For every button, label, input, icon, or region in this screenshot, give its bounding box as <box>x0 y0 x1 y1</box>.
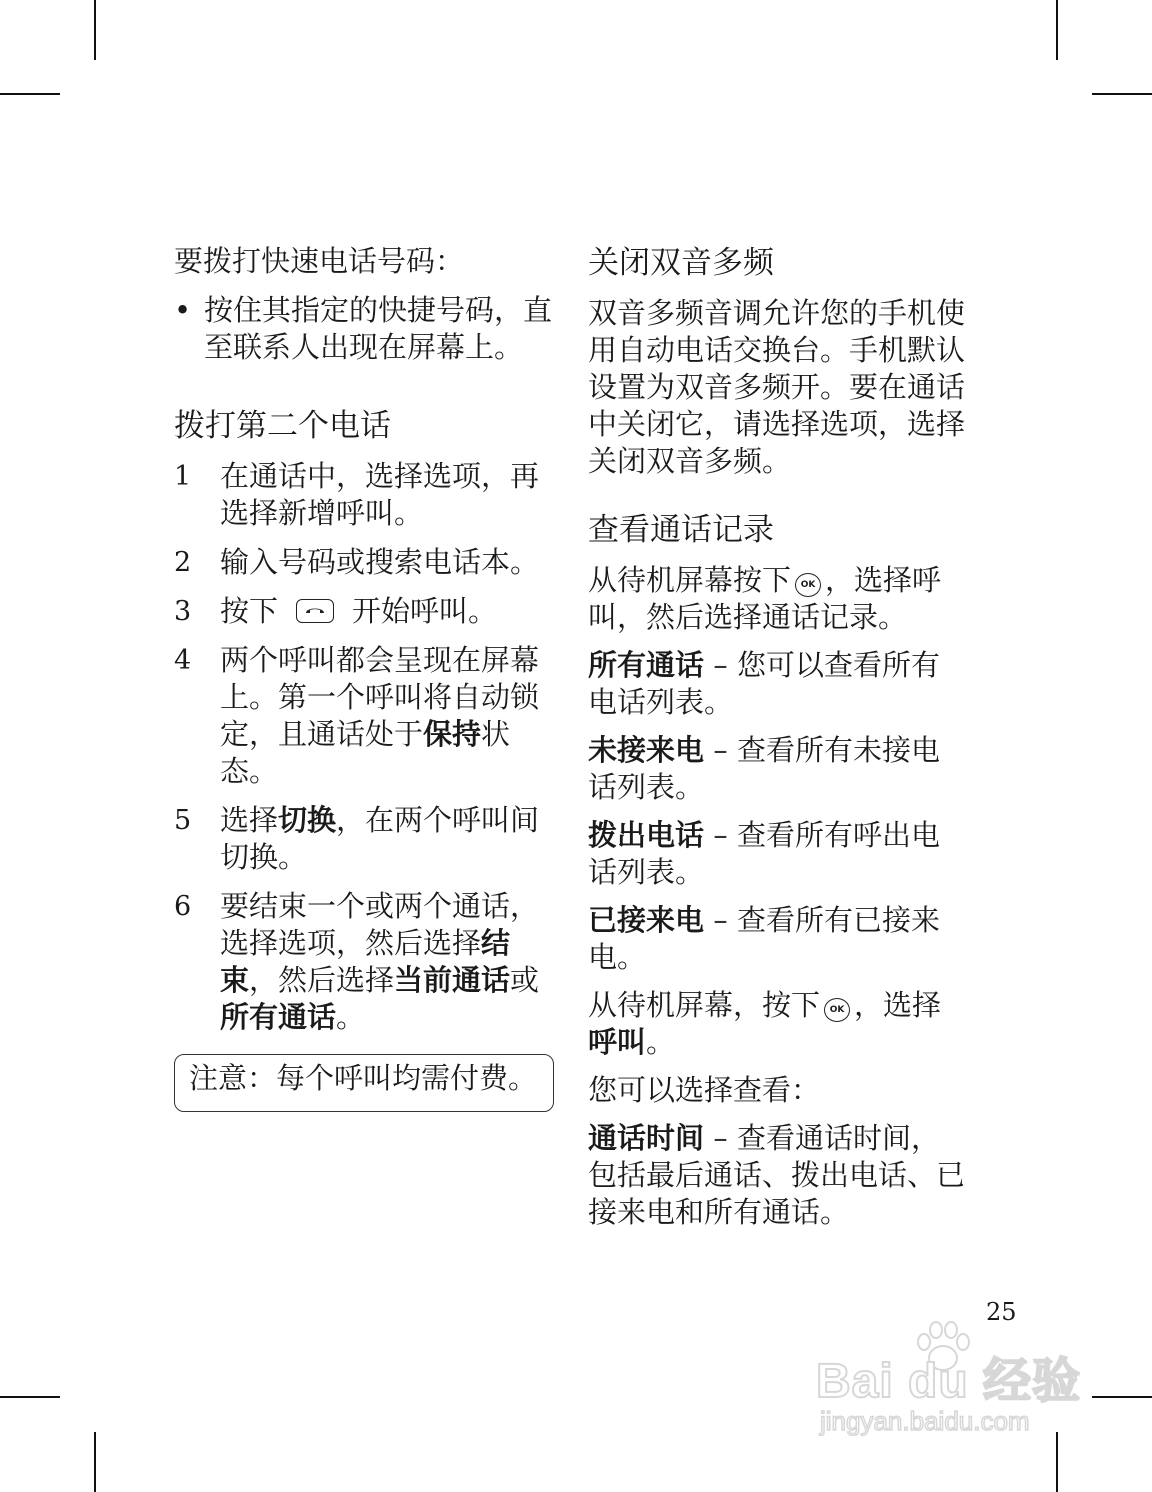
log-item-desc: 查看所有已接来电。 <box>588 903 940 974</box>
step-2 <box>174 544 554 581</box>
dtmf-heading: 关闭双音多频 <box>588 245 774 281</box>
step-text-pre: 按下 <box>220 594 279 628</box>
bullet-text: 按住其指定的快捷号码，直至联系人出现在屏幕上。 <box>204 293 553 364</box>
step-text-pre: 要结束一个或两个通话，选择选项，然后选择 <box>220 889 540 960</box>
step-text-or: 或 <box>510 963 540 997</box>
end-term: 结束 <box>220 926 511 997</box>
step-text: 两个呼叫都会呈现在屏幕上。第一个呼叫将自动锁定，且通话处于 <box>220 643 540 751</box>
step-text: 在通话中，选择选项，再选择新增呼叫。 <box>220 459 540 530</box>
step-5 <box>174 802 554 876</box>
step-text-post: 开始呼叫。 <box>352 594 498 628</box>
call-term: 呼叫 <box>588 1025 647 1059</box>
step-number: 1 <box>174 461 192 492</box>
log-item-term: 已接来电 <box>588 903 705 937</box>
log-item-term: 所有通话 <box>588 648 705 682</box>
log-item-call-duration <box>588 1120 968 1231</box>
crop-mark-top-left-vertical <box>94 0 96 60</box>
log-item-desc: 查看通话时间，包括最后通话、拨出电话、已接来电和所有通话。 <box>588 1121 966 1229</box>
view-options-intro: 您可以选择查看： <box>588 1073 821 1107</box>
log-item-missed-calls <box>588 732 968 806</box>
log-item-term: 未接来电 <box>588 733 705 767</box>
all-calls-term: 所有通话 <box>220 1000 337 1034</box>
current-call-term: 当前通话 <box>394 963 511 997</box>
left-column <box>174 243 554 1112</box>
crop-mark-bottom-left-vertical <box>94 1432 96 1492</box>
log-item-dash: – <box>713 1121 728 1155</box>
log-item-desc: 查看所有呼出电话列表。 <box>588 818 940 889</box>
log-item-term: 拨出电话 <box>588 818 705 852</box>
crop-mark-top-right-vertical <box>1056 0 1058 60</box>
step-number: 2 <box>174 547 192 578</box>
step-text-tail: 状态。 <box>220 717 511 788</box>
log-item-received-calls <box>588 902 968 976</box>
step-text-mid: ，然后选择 <box>249 963 395 997</box>
speed-dial-intro: 要拨打快速电话号码： <box>174 244 465 278</box>
crop-mark-bottom-right-horizontal <box>1092 1396 1152 1398</box>
step-text-end: 。 <box>336 1000 366 1034</box>
step-number: 5 <box>174 805 192 836</box>
baidu-watermark <box>808 1320 1088 1450</box>
step-6 <box>174 888 554 1036</box>
step-text: 输入号码或搜索电话本。 <box>220 545 540 579</box>
step-number: 3 <box>174 596 192 627</box>
ok-key-icon: OK <box>795 573 821 597</box>
watermark-url: jingyan.baidu.com <box>820 1406 1030 1436</box>
dtmf-body: 双音多频音调允许您的手机使用自动电话交换台。手机默认设置为双音多频开。要在通话中关闭它，请选择选项，选择关闭双音多频。 <box>588 296 966 478</box>
step-number: 4 <box>174 645 192 676</box>
call-log-heading: 查看通话记录 <box>588 512 774 548</box>
standby-instruction <box>588 987 968 1061</box>
ok-key-icon: OK <box>824 998 850 1022</box>
log-item-all-calls <box>588 647 968 721</box>
log-item-desc: 查看所有未接电话列表。 <box>588 733 940 804</box>
log-item-dash: – <box>713 648 728 682</box>
note-text: 每个呼叫均需付费。 <box>276 1061 538 1095</box>
step-1 <box>174 458 554 532</box>
log-item-term: 通话时间 <box>588 1121 705 1155</box>
step-text-pre: 选择 <box>220 803 279 837</box>
second-call-heading: 拨打第二个电话 <box>174 408 391 444</box>
bullet-dot: • <box>174 293 192 327</box>
standby-pre: 从待机屏幕，按下 <box>588 988 821 1022</box>
step-3 <box>174 593 554 630</box>
note-label: 注意： <box>189 1061 277 1095</box>
log-item-dash: – <box>713 733 728 767</box>
log-item-desc: 您可以查看所有电话列表。 <box>588 648 940 719</box>
send-key-icon <box>296 599 334 623</box>
call-log-intro-pre: 从待机屏幕按下 <box>588 563 792 597</box>
switch-term: 切换 <box>278 803 337 837</box>
hold-term: 保持 <box>423 717 482 751</box>
step-text-post: ，在两个呼叫间切换。 <box>220 803 540 874</box>
standby-end: 。 <box>646 1025 676 1059</box>
call-log-intro <box>588 562 968 636</box>
note-box <box>174 1054 554 1112</box>
call-log-intro-post: ，选择呼叫，然后选择通话记录。 <box>588 563 942 634</box>
speed-dial-bullet <box>174 292 554 366</box>
standby-post: ，选择 <box>854 988 942 1022</box>
crop-mark-bottom-left-horizontal <box>0 1396 60 1398</box>
watermark-logo-text: Bai du 经验 <box>816 1355 1082 1408</box>
log-item-dash: – <box>713 903 728 937</box>
crop-mark-top-right-horizontal <box>1092 93 1152 95</box>
right-column <box>588 243 968 1242</box>
step-4 <box>174 642 554 790</box>
log-item-dialed-calls <box>588 817 968 891</box>
crop-mark-top-left-horizontal <box>0 93 60 95</box>
page-number: 25 <box>986 1298 1017 1326</box>
log-item-dash: – <box>713 818 728 852</box>
step-number: 6 <box>174 891 192 922</box>
